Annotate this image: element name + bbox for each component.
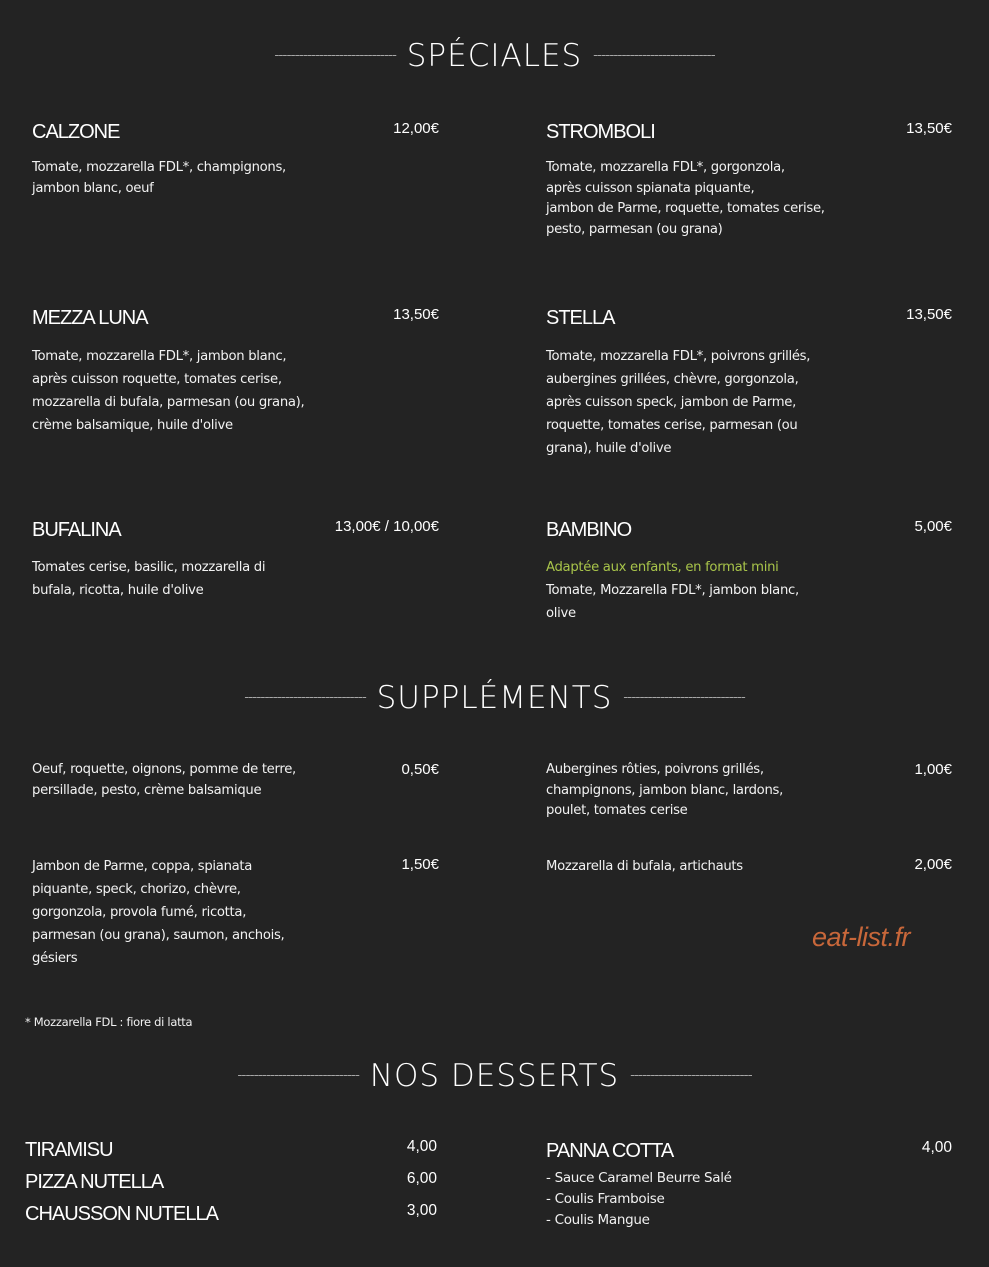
- description-line: Aubergines rôties, poivrons grillés,: [546, 762, 764, 777]
- description-line: olive: [546, 606, 576, 621]
- supplements-heading: [0, 680, 989, 716]
- description-line: grana), huile d'olive: [546, 441, 672, 456]
- supplement-price: 0,50€: [401, 761, 439, 778]
- supplement-description: [546, 760, 783, 822]
- description-line: après cuisson roquette, tomates cerise,: [32, 372, 282, 387]
- dessert-option: - Coulis Mangue: [546, 1212, 650, 1228]
- item-price: 5,00€: [914, 518, 952, 535]
- item-name: BUFALINA: [32, 519, 121, 541]
- supplement-price: 1,00€: [914, 761, 952, 778]
- desserts-heading: [0, 1058, 989, 1094]
- item-description: [546, 345, 810, 460]
- supplement-price: 2,00€: [914, 856, 952, 873]
- item-name: CALZONE: [32, 121, 120, 143]
- description-line: après cuisson speck, jambon de Parme,: [546, 395, 796, 410]
- desserts-title: NOS DESSERTS: [369, 1058, 620, 1094]
- item-name: BAMBINO: [546, 519, 632, 541]
- item-name: MEZZA LUNA: [32, 307, 148, 329]
- description-line: Oeuf, roquette, oignons, pomme de terre,: [32, 762, 296, 777]
- dessert-price: 3,00: [406, 1202, 437, 1219]
- dessert-name: PIZZA NUTELLA: [25, 1171, 164, 1193]
- description-line: parmesan (ou grana), saumon, anchois,: [32, 928, 285, 943]
- description-line: gésiers: [32, 951, 78, 966]
- description-line: Tomate, Mozzarella FDL*, jambon blanc,: [546, 583, 799, 598]
- supplement-description: [32, 760, 296, 801]
- description-line: Tomate, mozzarella FDL*, poivrons grillés,: [546, 349, 811, 364]
- item-description: [32, 158, 286, 199]
- dessert-price: 6,00: [406, 1170, 437, 1187]
- description-line: piquante, speck, chorizo, chèvre,: [32, 882, 241, 897]
- footnote: * Mozzarella FDL : fiore di latta: [25, 1015, 193, 1029]
- item-price: 12,00€: [393, 120, 439, 137]
- description-line: aubergines grillées, chèvre, gorgonzola,: [546, 372, 799, 387]
- description-line: Mozzarella di bufala, artichauts: [546, 859, 743, 874]
- dessert-price: 4,00: [921, 1139, 952, 1156]
- description-line: pesto, parmesan (ou grana): [546, 221, 723, 237]
- dessert-name: TIRAMISU: [25, 1139, 113, 1161]
- heading-rule-right: ------------------------------: [630, 1066, 752, 1083]
- description-line: gorgonzola, provola fumé, ricotta,: [32, 905, 247, 920]
- description-line: mozzarella di bufala, parmesan (ou grana),: [32, 395, 305, 410]
- heading-rule-left: ------------------------------: [237, 1066, 359, 1083]
- supplement-description: [546, 855, 743, 878]
- dessert-name: PANNA COTTA: [546, 1140, 674, 1162]
- item-description: [546, 158, 825, 240]
- heading-rule-right: ------------------------------: [593, 46, 715, 63]
- item-price: 13,00€ / 10,00€: [334, 518, 439, 535]
- description-line: champignons, jambon blanc, lardons,: [546, 782, 783, 798]
- description-line: poulet, tomates cerise: [546, 803, 688, 818]
- item-description: [32, 345, 304, 437]
- specials-title: SPÉCIALES: [406, 38, 583, 74]
- item-description: [546, 556, 799, 625]
- description-line: Tomate, mozzarella FDL*, jambon blanc,: [32, 349, 287, 364]
- watermark-text: eat-list.fr: [812, 922, 911, 952]
- item-price: 13,50€: [906, 306, 952, 323]
- item-subtitle: Adaptée aux enfants, en format mini: [546, 560, 779, 575]
- item-description: [32, 556, 265, 602]
- description-line: Jambon de Parme, coppa, spianata: [32, 859, 253, 874]
- description-line: roquette, tomates cerise, parmesan (ou: [546, 418, 798, 433]
- dessert-option: - Sauce Caramel Beurre Salé: [546, 1170, 732, 1186]
- dessert-option: - Coulis Framboise: [546, 1191, 665, 1207]
- heading-rule-left: ------------------------------: [274, 46, 396, 63]
- supplement-description: [32, 855, 284, 970]
- item-price: 13,50€: [906, 120, 952, 137]
- description-line: crème balsamique, huile d'olive: [32, 418, 233, 433]
- specials-heading: [0, 38, 989, 74]
- item-name: STROMBOLI: [546, 121, 655, 143]
- description-line: Tomates cerise, basilic, mozzarella di: [32, 560, 266, 575]
- description-line: après cuisson spianata piquante,: [546, 180, 755, 196]
- heading-rule-right: ------------------------------: [623, 688, 745, 705]
- supplement-price: 1,50€: [401, 856, 439, 873]
- description-line: jambon de Parme, roquette, tomates cerise,: [546, 201, 825, 216]
- item-price: 13,50€: [393, 306, 439, 323]
- description-line: Tomate, mozzarella FDL*, champignons,: [32, 160, 286, 175]
- supplements-title: SUPPLÉMENTS: [376, 680, 613, 716]
- dessert-name: CHAUSSON NUTELLA: [25, 1203, 218, 1225]
- description-line: jambon blanc, oeuf: [32, 180, 154, 196]
- item-name: STELLA: [546, 307, 615, 329]
- heading-rule-left: ------------------------------: [244, 688, 366, 705]
- description-line: Tomate, mozzarella FDL*, gorgonzola,: [546, 160, 785, 175]
- dessert-price: 4,00: [406, 1138, 437, 1155]
- description-line: persillade, pesto, crème balsamique: [32, 782, 262, 798]
- description-line: bufala, ricotta, huile d'olive: [32, 583, 204, 598]
